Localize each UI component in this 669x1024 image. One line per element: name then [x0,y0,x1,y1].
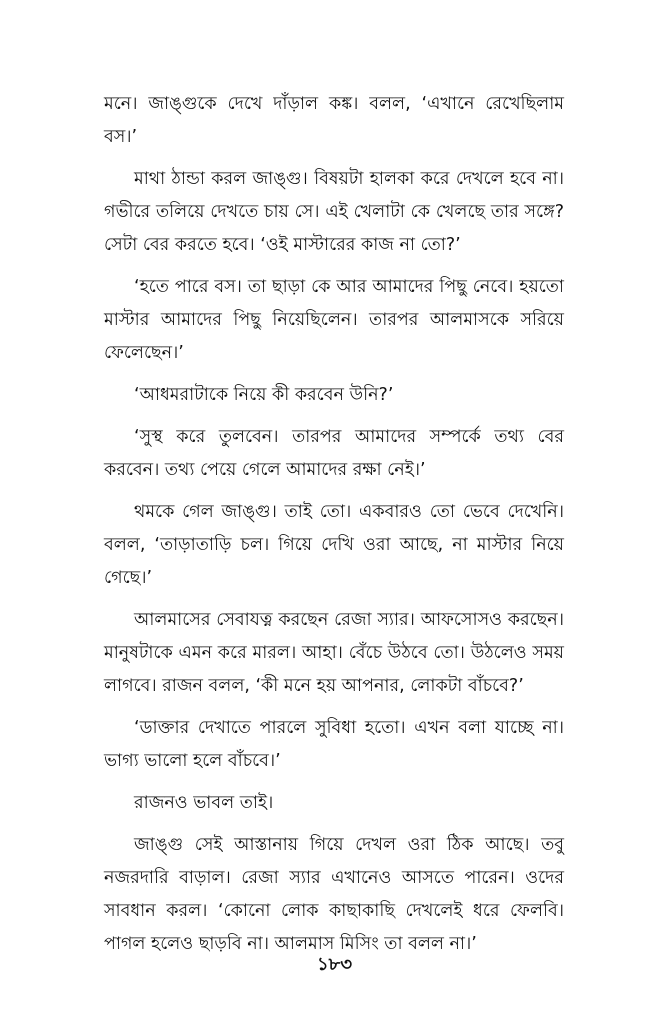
paragraph: জাঙ্গু সেই আস্তানায় গিয়ে দেখল ওরা ঠিক আছে। তবু নজরদারি বাড়াল। রেজা স্যার এখানেও আসতে পারেন। ওদের সাবধান করল। ‘কোনো লোক কাছাকাছি দেখলেই ধরে ফেলবি। পাগল হলেও ছাড়বি না। আলমাস মিসিং তা বলল না।’ [104,835,564,954]
page-number: ১৮৩ [316,954,353,975]
paragraph: ‘আধমরাটাকে নিয়ে কী করবেন উনি?’ [134,385,394,405]
body-text [104,88,564,970]
paragraph: রাজনও ভাবল তাই। [134,793,274,813]
paragraph: থমকে গেল জাঙ্গু। তাই তো। একবারও তো ভেবে দেখেনি। বলল, ‘তাড়াতাড়ি চল। গিয়ে দেখি ওরা আছে, না মাস্টার নিয়ে গেছে।’ [104,502,564,588]
paragraph: আলমাসের সেবাযত্ন করছেন রেজা স্যার। আফসোসও করছেন। মানুষটাকে এমন করে মারল। আহা। বেঁচে উঠবে তো। উঠলেও সময় লাগবে। রাজন বলল, ‘কী মনে হয় আপনার, লোকটা বাঁচবে?’ [104,610,564,696]
paragraph: ‘সুস্থ করে তুলবেন। তারপর আমাদের সম্পর্কে তথ্য বের করবেন। তথ্য পেয়ে গেলে আমাদের রক্ষা নেই।’ [104,427,564,480]
paragraph: ‘হতে পারে বস। তা ছাড়া কে আর আমাদের পিছু নেবে। হয়তো মাস্টার আমাদের পিছু নিয়েছিলেন। তারপর আলমাসকে সরিয়ে ফেলেছেন।’ [104,277,564,363]
paragraph-continuation: মনে। জাঙ্গুকে দেখে দাঁড়াল কঙ্ক। বলল, ‘এখানে রেখেছিলাম বস।’ [104,94,564,147]
paragraph: ‘ডাক্তার দেখাতে পারলে সুবিধা হতো। এখন বলা যাচ্ছে না। ভাগ্য ভালো হলে বাঁচবে।’ [104,718,564,771]
paragraph: মাথা ঠান্ডা করল জাঙ্গু। বিষয়টা হালকা করে দেখলে হবে না। গভীরে তলিয়ে দেখতে চায় সে। এই খেলাটা কে খেলছে তার সঙ্গে? সেটা বের করতে হবে। ‘ওই মাস্টারের কাজ না তো?’ [104,169,564,255]
